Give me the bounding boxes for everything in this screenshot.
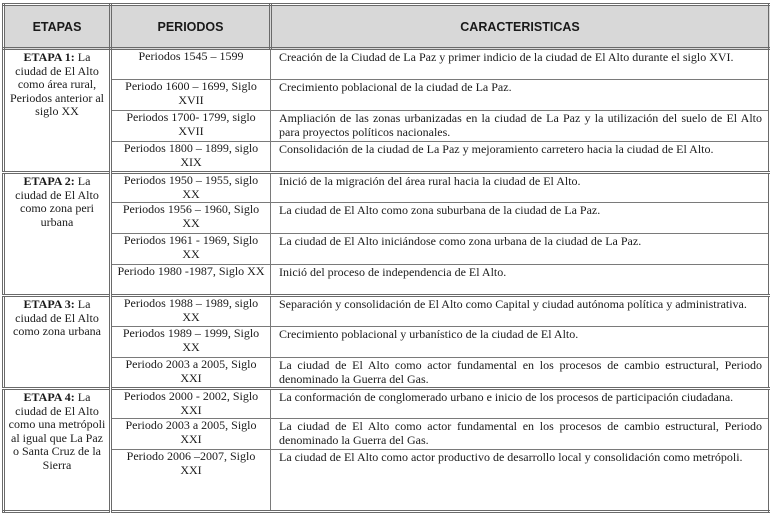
period-cell: Periodos 1700- 1799, siglo XVII (111, 111, 271, 142)
table-row (4, 296, 770, 327)
period-cell: Periodos 1988 – 1989, siglo XX (111, 296, 271, 327)
table-row (4, 111, 770, 142)
period-cell: Periodos 1545 – 1599 (111, 49, 271, 80)
table-row (4, 265, 770, 296)
period-cell: Periodos 1989 – 1999, Siglo XX (111, 327, 271, 358)
characteristic-cell: Creación de la Ciudad de La Paz y primer indicio de la ciudad de El Alto durante el siglo XVI. (271, 49, 770, 80)
table-row (4, 419, 770, 450)
characteristic-cell: Consolidación de la ciudad de La Paz y mejoramiento carretero hacia la ciudad de El Alto. (271, 142, 770, 173)
characteristic-cell: Inició de la migración del área rural hacia la ciudad de El Alto. (271, 173, 770, 203)
table-row (4, 327, 770, 358)
table-row (4, 173, 770, 203)
stage-description: La ciudad de El Alto como una metrópoli al igual que La Paz o Santa Cruz de la Sierra (8, 390, 106, 472)
characteristic-cell: Crecimiento poblacional de la ciudad de La Paz. (271, 80, 770, 111)
stage-cell-2 (4, 173, 111, 296)
characteristic-cell: La ciudad de El Alto como zona suburbana de la ciudad de La Paz. (271, 203, 770, 234)
stage-cell-4 (4, 389, 111, 512)
table-row (4, 80, 770, 111)
characteristic-cell: Separación y consolidación de El Alto como Capital y ciudad autónoma política y administrativa. (271, 296, 770, 327)
stage-cell-1 (4, 49, 111, 173)
characteristic-cell: La ciudad de El Alto iniciándose como zona urbana de la ciudad de La Paz. (271, 234, 770, 265)
period-cell: Periodos 2000 - 2002, Siglo XXI (111, 389, 271, 419)
table-row (4, 358, 770, 389)
table-row (4, 142, 770, 173)
header-periodos: PERIODOS (111, 5, 271, 49)
stage-label: ETAPA 2: (23, 174, 75, 188)
period-cell: Periodos 1950 – 1955, siglo XX (111, 173, 271, 203)
stage-description: La ciudad de El Alto como zona peri urbana (15, 174, 99, 229)
period-cell: Periodo 2006 –2007, Siglo XXI (111, 450, 271, 512)
stage-label: ETAPA 1: (23, 50, 75, 64)
header-caracteristicas: CARACTERISTICAS (271, 5, 770, 49)
period-cell: Periodos 1961 - 1969, Siglo XX (111, 234, 271, 265)
period-cell: Periodo 2003 a 2005, Siglo XXI (111, 358, 271, 389)
header-etapas: ETAPAS (4, 5, 111, 49)
stage-label: ETAPA 4: (23, 390, 75, 404)
period-cell: Periodos 1800 – 1899, siglo XIX (111, 142, 271, 173)
period-cell: Periodo 1980 -1987, Siglo XX (111, 265, 271, 296)
table-row (4, 389, 770, 419)
header-row (4, 5, 770, 49)
characteristic-cell: La ciudad de El Alto como actor fundamental en los procesos de cambio estructural, Periodo denominado la Guerra del Gas. (271, 419, 770, 450)
period-cell: Periodo 1600 – 1699, Siglo XVII (111, 80, 271, 111)
table-row (4, 450, 770, 512)
stage-cell-3 (4, 296, 111, 389)
characteristic-cell: La conformación de conglomerado urbano e inicio de los procesos de participación ciudadana. (271, 389, 770, 419)
stages-table-container (2, 3, 768, 524)
table-row (4, 234, 770, 265)
stage-description: La ciudad de El Alto como área rural, Periodos anterior al siglo XX (10, 50, 104, 118)
period-cell: Periodos 1956 – 1960, Siglo XX (111, 203, 271, 234)
characteristic-cell: La ciudad de El Alto como actor productivo de desarrollo local y consolidación como metrópoli. (271, 450, 770, 512)
characteristic-cell: Ampliación de las zonas urbanizadas en la ciudad de La Paz y la utilización del suelo de El Alto para proyectos políticos nacionales. (271, 111, 770, 142)
characteristic-cell: Inició del proceso de independencia de El Alto. (271, 265, 770, 296)
period-cell: Periodo 2003 a 2005, Siglo XXI (111, 419, 271, 450)
stages-table (2, 3, 770, 513)
stage-label: ETAPA 3: (23, 297, 75, 311)
table-row (4, 203, 770, 234)
characteristic-cell: Crecimiento poblacional y urbanístico de la ciudad de El Alto. (271, 327, 770, 358)
table-row (4, 49, 770, 80)
stage-description: La ciudad de El Alto como zona urbana (13, 297, 101, 338)
characteristic-cell: La ciudad de El Alto como actor fundamental en los procesos de cambio estructural, Periodo denominado la Guerra del Gas. (271, 358, 770, 389)
